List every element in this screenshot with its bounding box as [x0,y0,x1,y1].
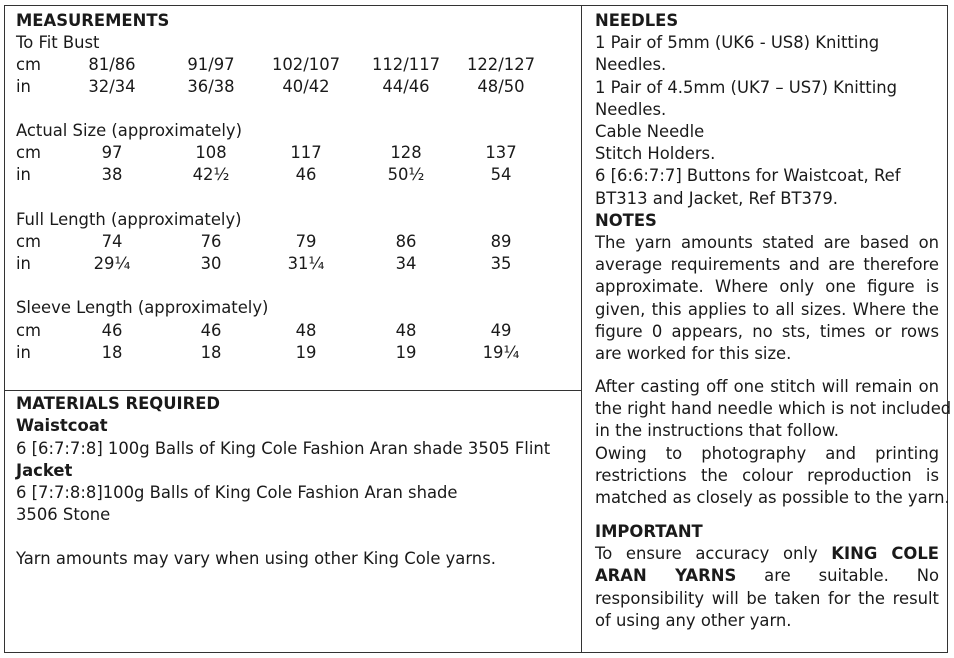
needles-line: 1 Pair of 5mm (UK6 - US8) Knitting [595,33,880,53]
notes-line: given, this applies to all sizes. Where the [595,299,939,319]
needles-line: Needles. [595,99,667,119]
needles-line: 1 Pair of 4.5mm (UK7 – US7) Knitting [595,77,898,97]
important-brand: ARAN YARNS [595,566,737,586]
size-value: 18 [200,343,222,362]
jacket-yarn-line1: 6 [7:7:8:8]100g Balls of King Cole Fashion Aran shade [16,483,458,502]
important-brand: KING COLE [831,544,940,564]
waistcoat-title: Waistcoat [16,416,108,435]
size-value: 89 [490,232,512,251]
size-value: 34 [395,254,417,273]
important-line: of using any other yarn. [595,610,792,630]
actual-cm-row [16,142,576,164]
measurements-title: MEASUREMENTS [16,11,170,30]
size-value: 35 [490,254,512,273]
size-value: 48/50 [477,77,525,96]
size-value: 48 [295,321,317,340]
sleeve-in-row [16,342,576,364]
important-text: are suitable. No [736,566,939,586]
needles-line: 6 [6:6:7:7] Buttons for Waistcoat, Ref [595,166,901,186]
actual-in-row [16,164,576,186]
sleeve-length-heading: Sleeve Length (approximately) [16,298,269,317]
jacket-yarn-line2: 3506 Stone [16,505,111,524]
section-divider [4,390,582,391]
to-fit-in-row [16,76,576,98]
size-value: 40/42 [282,77,330,96]
important-text: To ensure accuracy only [595,544,832,564]
notes-line: After casting off one stitch will remain on [595,377,939,396]
actual-size-heading: Actual Size (approximately) [16,121,242,140]
to-fit-heading: To Fit Bust [16,33,100,52]
needles-line: BT313 and Jacket, Ref BT379. [595,188,838,208]
size-value: 117 [290,143,322,162]
needles-title: NEEDLES [595,11,679,30]
size-value: 38 [101,165,123,184]
size-value: 81/86 [88,55,136,74]
column-divider [581,5,582,653]
notes-line: the right hand needle which is not included [595,399,952,419]
jacket-title: Jacket [16,461,73,480]
size-value: 112/117 [371,55,441,74]
unit-label: cm [16,55,41,74]
notes-line: Owing to photography and printing [595,443,939,463]
needles-section [595,10,939,365]
notes-title: NOTES [595,210,657,230]
size-value: 18 [101,343,123,362]
yarn-variation-note: Yarn amounts may vary when using other King Cole yarns. [16,549,496,568]
unit-label: in [16,77,31,96]
notes-line: average requirements and are therefore [595,255,939,275]
waistcoat-yarn: 6 [6:7:7:8] 100g Balls of King Cole Fashion Aran shade 3505 Flint [16,439,551,458]
needles-line: Stitch Holders. [595,144,716,164]
size-value: 79 [295,232,317,251]
sleeve-cm-row [16,320,576,342]
size-value: 102/107 [271,55,341,74]
unit-label: cm [16,143,41,162]
unit-label: in [16,165,31,184]
important-section [595,521,939,632]
size-value: 30 [200,254,222,273]
size-value: 122/127 [466,55,536,74]
important-line [595,565,939,587]
size-value: 76 [200,232,222,251]
size-value: 97 [101,143,123,162]
size-value: 74 [101,232,123,251]
full-length-heading: Full Length (approximately) [16,210,242,229]
size-value: 29¼ [93,254,131,273]
notes-line: matched as closely as possible to the yarn. [595,488,950,508]
needles-line: Cable Needle [595,122,705,142]
needles-line: Needles. [595,55,667,75]
unit-label: cm [16,232,41,251]
notes-line: are worked for this size. [595,344,792,364]
important-line: responsibility will be taken for the result [595,588,939,608]
important-title: IMPORTANT [595,522,703,541]
size-value: 48 [395,321,417,340]
size-value: 54 [490,165,512,184]
unit-label: in [16,254,31,273]
full-length-in-row [16,253,576,275]
notes-casting-off [595,376,952,509]
size-value: 44/46 [382,77,430,96]
size-value: 49 [490,321,512,340]
notes-line: in the instructions that follow. [595,421,839,441]
unit-label: cm [16,321,41,340]
notes-line: restrictions the colour reproduction is [595,465,939,485]
size-value: 19 [395,343,417,362]
size-value: 108 [195,143,227,162]
full-length-cm-row [16,231,576,253]
notes-line: The yarn amounts stated are based on [595,233,939,253]
size-value: 137 [485,143,517,162]
to-fit-cm-row [16,54,576,76]
size-value: 86 [395,232,417,251]
size-value: 36/38 [187,77,235,96]
size-value: 19¼ [482,343,520,362]
important-line [595,543,939,565]
notes-line: figure 0 appears, no sts, times or rows [595,321,939,341]
materials-title: MATERIALS REQUIRED [16,394,221,413]
notes-line: approximate. Where only one figure is [595,277,939,297]
size-value: 50½ [387,165,425,184]
size-value: 46 [200,321,222,340]
size-value: 31¼ [287,254,325,273]
size-value: 42½ [192,165,230,184]
size-value: 46 [101,321,123,340]
size-value: 19 [295,343,317,362]
size-value: 128 [390,143,422,162]
size-value: 91/97 [187,55,235,74]
unit-label: in [16,343,31,362]
size-value: 46 [295,165,317,184]
size-value: 32/34 [88,77,136,96]
